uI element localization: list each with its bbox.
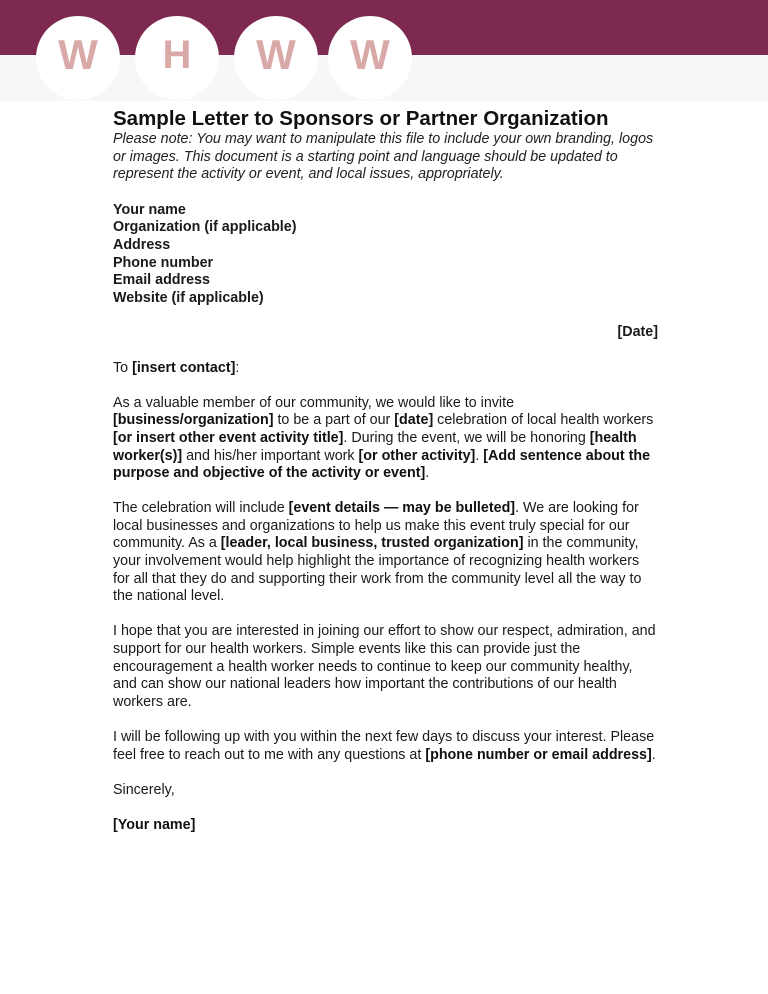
placeholder-text: [event details — may be bulleted] (288, 500, 516, 517)
placeholder-text: [or other activity] (358, 447, 476, 464)
text: As a valuable member of our community, we would like to invite (113, 394, 515, 411)
sender-block (113, 202, 658, 308)
text: The celebration will include (113, 500, 289, 517)
closing: Sincerely, (113, 781, 175, 798)
letter-date: [Date] (617, 324, 658, 341)
header-banner-area (0, 0, 768, 101)
text: . We are looking for local businesses and organizations to help us make this event truly special for our community. As a (113, 500, 639, 552)
logo-letter: W (350, 31, 390, 78)
text: to be a part of our (273, 412, 395, 429)
logo-letter: H (162, 33, 192, 77)
text: . (475, 447, 484, 464)
document-title: Sample Letter to Sponsors or Partner Organization (113, 107, 609, 130)
sender-email: Email address (113, 272, 210, 289)
letter-document (113, 107, 658, 835)
placeholder-text: [or insert other event activity title] (113, 429, 344, 446)
paragraph-hope: I hope that you are interested in joining our effort to show our respect, admiration, and support for our health workers. Simple events like this can provide just the encouragement a health worker needs to continue to keep our community healthy, and can show our national leaders how important the contributions of our health workers are. (113, 623, 656, 710)
placeholder-text: [leader, local business, trusted organization] (220, 535, 524, 552)
placeholder-text: [business/organization] (113, 412, 274, 429)
placeholder-text: [health worker(s)] (113, 429, 637, 464)
logo-circle-w1 (36, 16, 120, 100)
text: I will be following up with you within the next few days to discuss your interest. Please feel free to reach out to me with any questions at (113, 729, 655, 763)
placeholder-text: [Add sentence about the purpose and objective of the activity or event] (113, 447, 651, 482)
logo-letter: W (58, 31, 98, 78)
text: . During the event, we will be honoring (343, 429, 590, 446)
text: celebration of local health workers (433, 412, 654, 429)
logo-circle-h (135, 16, 219, 100)
paragraph-follow-up (113, 729, 658, 764)
logo-letter: W (256, 31, 296, 78)
whww-logo (0, 0, 768, 101)
text: . (651, 746, 656, 763)
text: . (425, 465, 430, 482)
sender-address: Address (113, 236, 171, 253)
signature (113, 817, 658, 835)
placeholder-text: [phone number or email address] (425, 746, 652, 763)
signature-name: [Your name] (113, 816, 196, 833)
paragraph-celebration (113, 500, 658, 606)
sender-name: Your name (113, 201, 186, 218)
salutation-suffix: : (235, 359, 240, 376)
placeholder-text: [date] (394, 412, 434, 429)
text: and his/her important work (182, 447, 359, 464)
salutation-prefix: To (113, 359, 133, 376)
salutation (113, 360, 658, 378)
sender-organization: Organization (if applicable) (113, 219, 297, 236)
editing-note: Please note: You may want to manipulate this file to include your own branding, logos or images. This document is a starting point and language should be updated to represent the activity or event, and local issues, appropriately. (113, 131, 654, 183)
paragraph-invitation (113, 395, 658, 483)
logo-circle-w2 (234, 16, 318, 100)
logo-circle-w3 (328, 16, 412, 100)
sender-website: Website (if applicable) (113, 289, 264, 306)
sender-phone: Phone number (113, 254, 214, 271)
salutation-contact: [insert contact] (132, 359, 236, 376)
text: in the community, your involvement would help highlight the importance of recognizing health workers for all that they do and supporting their work from the community level all the way to the national level. (113, 535, 642, 605)
